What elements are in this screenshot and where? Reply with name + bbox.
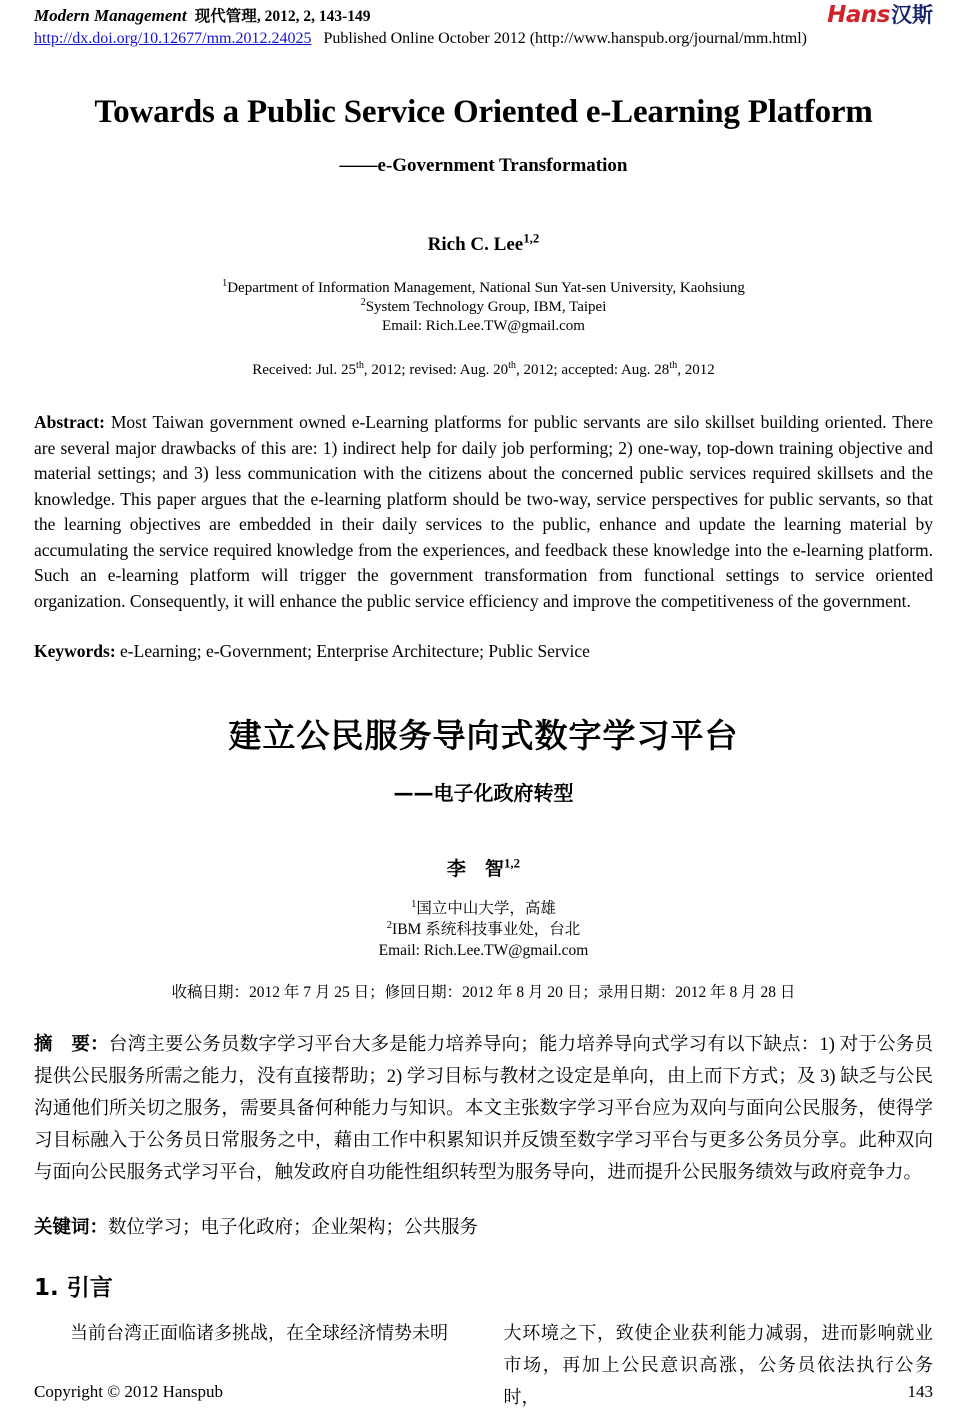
published-online-text: Published Online October 2012 (http://www.hanspub.org/journal/mm.html) — [323, 30, 808, 47]
author-affil-marker-cn: 1,2 — [503, 855, 521, 871]
body-paragraph-left: 当前台湾正面临诸多挑战，在全球经济情势未明 — [70, 1323, 448, 1344]
affiliation-1-en — [34, 279, 933, 298]
dates-en-suffix: , 2012 — [677, 362, 715, 379]
ordinal-suffix-2: th — [508, 360, 517, 372]
publisher-logo-latin: Hans — [827, 2, 890, 28]
running-head — [34, 2, 933, 52]
abstract-label-en: Abstract: — [34, 412, 105, 433]
revised-label: , 2012; revised: Aug. 20 — [363, 362, 509, 379]
affiliation-2-text-cn: IBM 系统科技事业处，台北 — [392, 921, 581, 939]
author-name-en-text: Rich C. Lee — [427, 234, 524, 256]
page-subtitle-cn: ——电子化政府转型 — [393, 781, 574, 806]
affiliation-2-text: System Technology Group, IBM, Taipei — [365, 299, 607, 316]
affiliation-1-marker-cn: 1 — [411, 899, 417, 911]
publication-dates-cn: 收稿日期：2012 年 7 月 25 日；修回日期：2012 年 8 月 20 日；录用日期：2012 年 8 月 28 日 — [171, 984, 796, 1002]
author-email-en: Email: Rich.Lee.TW@gmail.com — [382, 318, 585, 335]
author-name-cn-text: 李 智 — [446, 859, 504, 881]
author-name-en — [34, 230, 933, 257]
keywords-cn — [34, 1213, 933, 1243]
abstract-en — [34, 410, 933, 614]
affiliation-2-cn — [34, 919, 933, 940]
page-title-cn: 建立公民服务导向式数字学习平台 — [228, 716, 739, 756]
affiliations-cn — [34, 898, 933, 961]
affiliation-2-marker-cn: 2 — [386, 920, 393, 932]
abstract-text-cn: 台湾主要公务员数字学习平台大多是能力培养导向；能力培养导向式学习有以下缺点：1) 对于公务员提供公民服务所需之能力，没有直接帮助；2) 学习目标与教材之设定是单向，由上而下方式；及 3) 缺乏与公民沟通他们所关切之服务，需要具备何种能力与知识。本文主张数字学习平台应为双向与面向公民服务，使得学习目标融入于公务员日常服务之中，藉由工作中积累知识并反馈至数字学习平台与更多公务员分享。此种双向与面向公民服务式学习平台，触发政府自功能性组织转型为服务导向，进而提升公民服务绩效与政府竞争力。 — [34, 1035, 933, 1184]
affiliation-1-text-cn: 国立中山大学，高雄 — [416, 900, 556, 918]
page-subtitle-en: ——e-Government Transformation — [339, 155, 628, 177]
ordinal-suffix-1: th — [355, 360, 364, 372]
affiliation-2-en — [34, 298, 933, 317]
ordinal-suffix-3: th — [669, 360, 678, 372]
keywords-en — [34, 639, 933, 664]
doi-link[interactable]: http://dx.doi.org/10.12677/mm.2012.24025 — [34, 30, 312, 47]
affiliation-2-marker: 2 — [360, 297, 366, 309]
copyright-notice: Copyright © 2012 Hanspub — [34, 1382, 224, 1401]
accepted-label: , 2012; accepted: Aug. 28 — [516, 362, 670, 379]
author-email-cn: Email: Rich.Lee.TW@gmail.com — [378, 942, 589, 960]
journal-citation: , 2012, 2, 143-149 — [256, 8, 371, 25]
page-title-en: Towards a Public Service Oriented e-Learning Platform — [94, 94, 873, 130]
keywords-text-en: e-Learning; e-Government; Enterprise Architecture; Public Service — [115, 641, 590, 662]
received-label: Received: Jul. 25 — [252, 362, 356, 379]
affiliation-1-text: Department of Information Management, National Sun Yat-sen University, Kaohsiung — [227, 280, 745, 297]
section-heading-1: 1. 引言 — [34, 1275, 113, 1302]
journal-title-cn: 现代管理 — [194, 7, 257, 25]
page-number: 143 — [907, 1382, 933, 1401]
author-affil-marker-en: 1,2 — [523, 230, 540, 246]
author-name-cn — [34, 855, 933, 882]
affiliations-en — [34, 279, 933, 336]
publisher-logo-cn: 汉斯 — [891, 3, 933, 27]
page-footer — [34, 1381, 933, 1403]
body-paragraph-right: 大环境之下，致使企业获利能力减弱，进而影响就业市场，再加上公民意识高涨，公务员依法执行公务时， — [503, 1323, 933, 1408]
keywords-text-cn: 数位学习；电子化政府；企业架构；公共服务 — [108, 1218, 479, 1239]
abstract-cn — [34, 1029, 933, 1189]
publication-dates-en — [34, 361, 933, 380]
abstract-label-cn: 摘 要： — [34, 1034, 109, 1056]
publisher-logo — [827, 4, 933, 27]
journal-citation-line — [34, 6, 933, 27]
abstract-text-en: Most Taiwan government owned e-Learning platforms for public servants are silo skillset building oriented. There are several major drawbacks of this are: 1) indirect help for daily job performing; 2) one-way, top-down training objective and material settings; and 3) less communication with the citizens about the concerned public services required skillsets and the knowledge. This paper argues that the e-learning platform should be two-way, service perspectives for public servants, so that the learning objectives are embedded in their daily services to the public, enhance and update the learning material by accumulating the service required knowledge from the experiences, and feedback these knowledge into the e-learning platform. Such an e-learning platform will trigger the government transformation from functional settings to service oriented organization. Consequently, it will enhance the public service efficiency and improve the competitiveness of the government. — [34, 412, 933, 611]
keywords-label-en: Keywords: — [34, 641, 116, 662]
affiliation-1-cn — [34, 898, 933, 919]
affiliation-1-marker: 1 — [222, 278, 228, 290]
doi-line — [34, 28, 933, 49]
keywords-label-cn: 关键词： — [34, 1217, 109, 1239]
journal-title-en: Modern Management — [34, 6, 187, 25]
